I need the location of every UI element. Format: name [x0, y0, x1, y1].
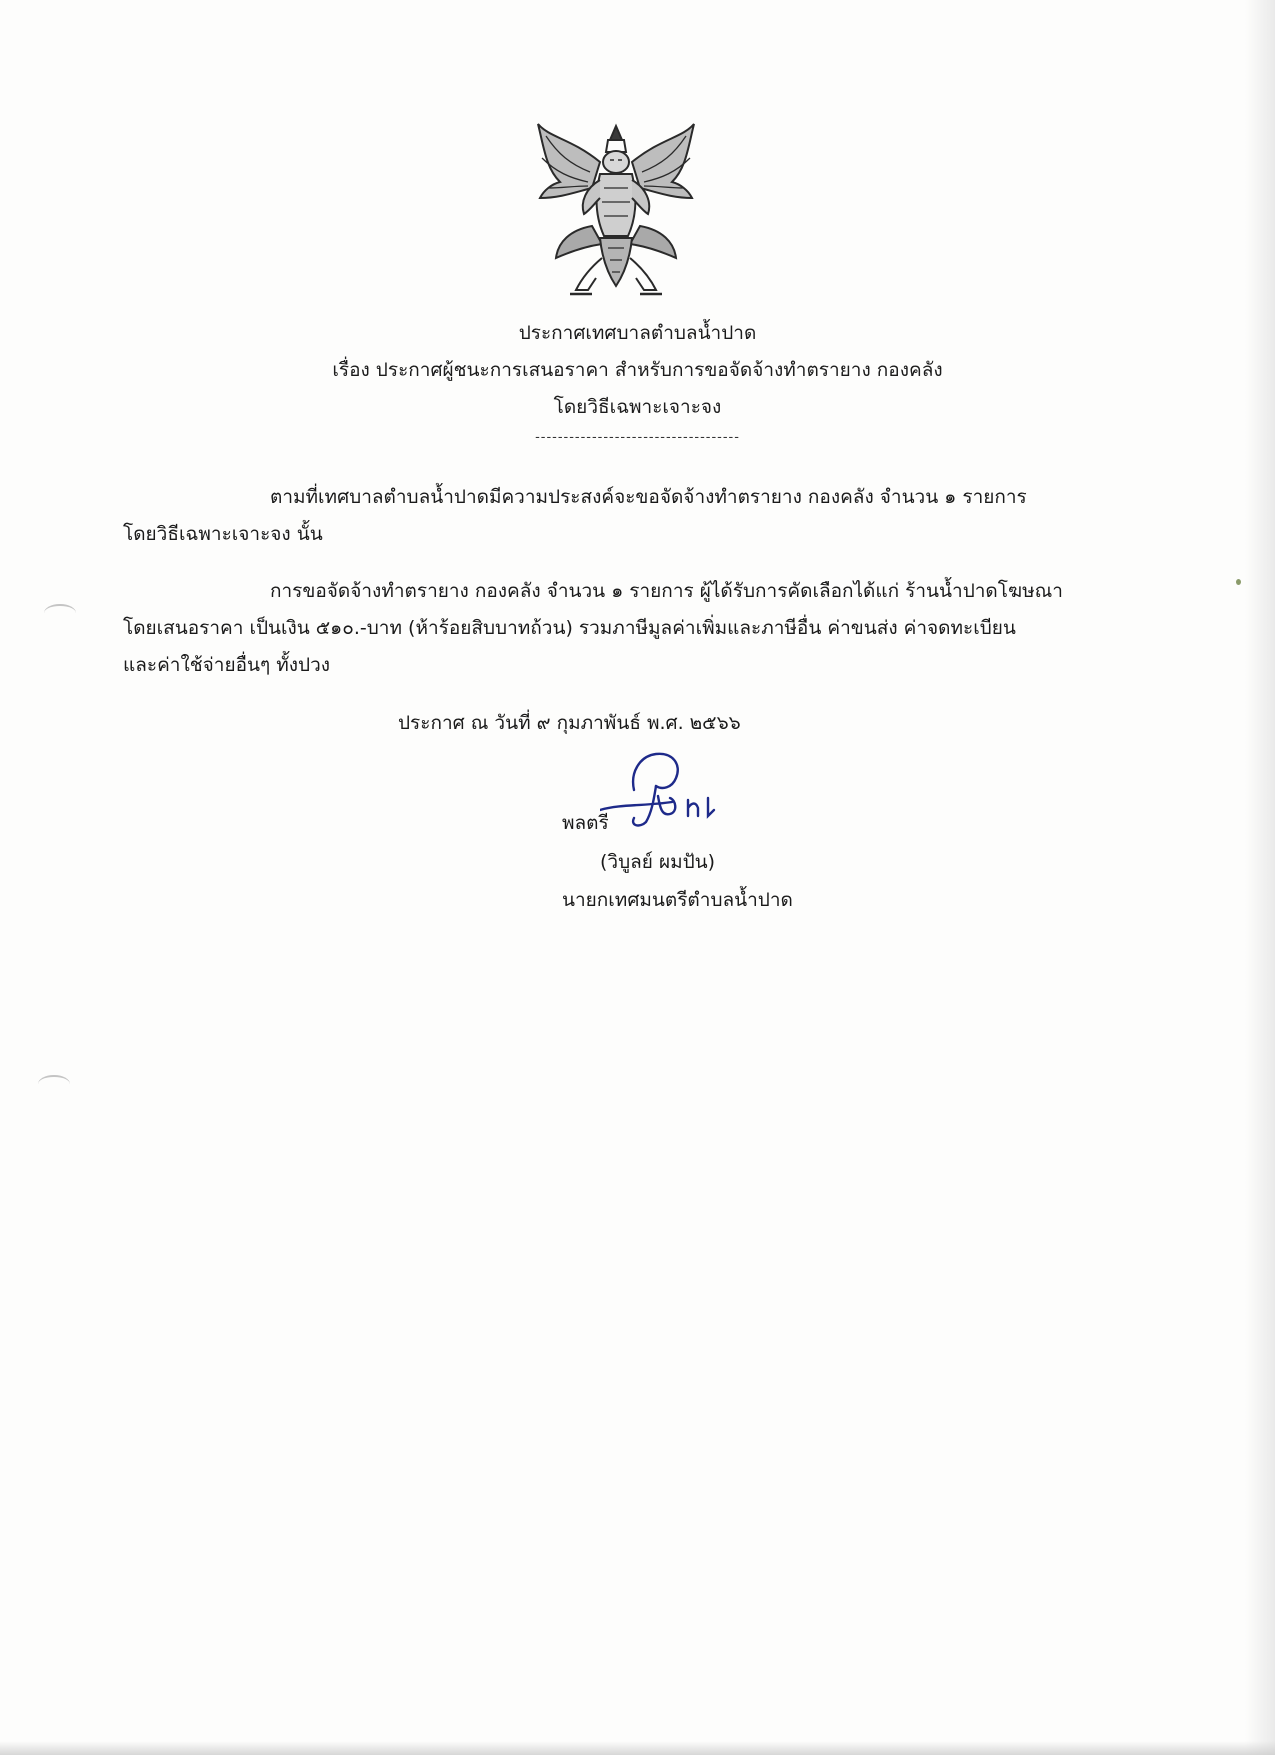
garuda-emblem-icon — [530, 118, 702, 304]
scan-bottom-edge — [0, 1741, 1275, 1755]
paragraph-2-line-1: การขอจัดจ้างทำตรายาง กองคลัง จำนวน ๑ รายการ ผู้ได้รับการคัดเลือกได้แก่ ร้านน้ำปาดโฆษณา — [270, 580, 1063, 602]
announcement-subject: เรื่อง ประกาศผู้ชนะการเสนอราคา สำหรับการขอจัดจ้างทำตรายาง กองคลัง — [332, 359, 943, 381]
paragraph-2-line-2: โดยเสนอราคา เป็นเงิน ๕๑๐.-บาท (ห้าร้อยสิบบาทถ้วน) รวมภาษีมูลค่าเพิ่มและภาษีอื่น ค่าขนส่ง ค่าจดทะเบียน — [123, 617, 1016, 639]
signer-position: นายกเทศมนตรีตำบลน้ำปาด — [562, 889, 793, 911]
punch-hole-mark — [44, 604, 76, 622]
title-divider: ------------------------------------ — [535, 430, 740, 445]
signer-rank: พลตรี — [562, 812, 609, 834]
paragraph-1-line-2: โดยวิธีเฉพาะเจาะจง นั้น — [123, 523, 323, 545]
announcement-title: ประกาศเทศบาลตำบลน้ำปาด — [518, 322, 757, 344]
handwritten-signature-icon — [600, 750, 722, 832]
paragraph-2-line-3: และค่าใช้จ่ายอื่นๆ ทั้งปวง — [123, 654, 331, 676]
announcement-date: ประกาศ ณ วันที่ ๙ กุมภาพันธ์ พ.ศ. ๒๕๖๖ — [398, 712, 741, 734]
procurement-method: โดยวิธีเฉพาะเจาะจง — [553, 396, 722, 418]
punch-hole-mark — [38, 1075, 70, 1093]
scan-edge-shadow — [1245, 0, 1275, 1755]
signer-name: (วิบูลย์ ผมปัน) — [600, 851, 716, 873]
paragraph-1-line-1: ตามที่เทศบาลตำบลน้ำปาดมีความประสงค์จะขอจัดจ้างทำตรายาง กองคลัง จำนวน ๑ รายการ — [270, 486, 1027, 508]
scan-speck — [1236, 579, 1241, 585]
